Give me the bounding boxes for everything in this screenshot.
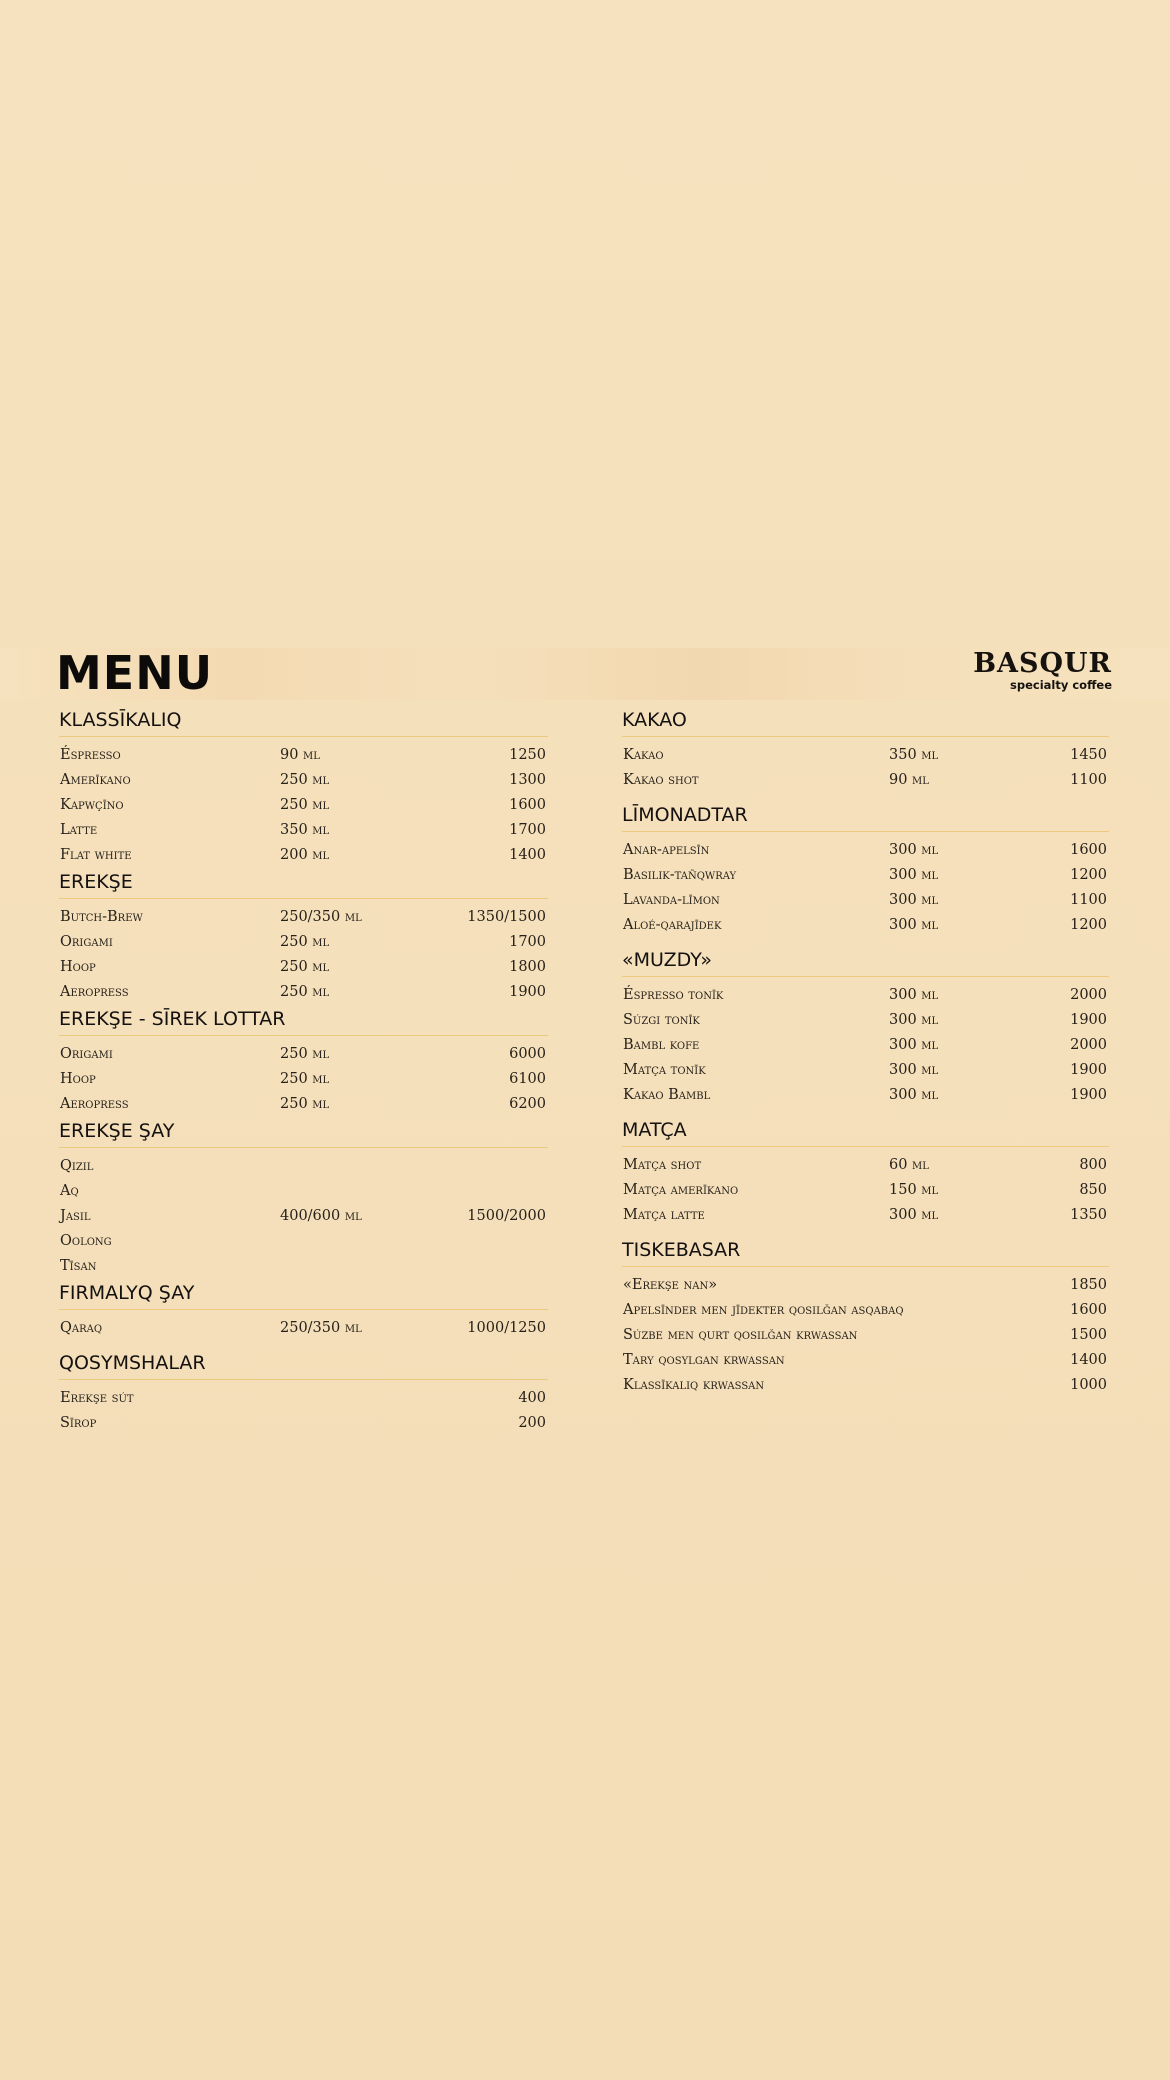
item-price: 1900 (509, 984, 546, 1000)
item-name: Matça amerīkano (623, 1182, 739, 1198)
item-volume: 60 ml (889, 1157, 929, 1173)
menu-item (622, 1298, 1109, 1323)
item-price: 6100 (509, 1071, 546, 1087)
item-volume: 300 ml (889, 842, 939, 858)
section-tiskebasar (622, 1236, 1109, 1398)
section-erekshe (59, 868, 548, 1005)
item-price: 1300 (509, 772, 546, 788)
page-title: MENU (56, 646, 214, 700)
item-price: 2000 (1070, 1037, 1107, 1053)
menu-item (59, 1154, 548, 1179)
item-name: Aq (60, 1183, 79, 1199)
item-volume: 150 ml (889, 1182, 939, 1198)
item-price: 1700 (509, 822, 546, 838)
menu-item (622, 768, 1109, 793)
menu-item (59, 1386, 548, 1411)
item-name: Hoop (60, 1071, 96, 1087)
menu-item (59, 743, 548, 768)
item-volume: 250/350 ml (280, 909, 362, 925)
section-title: LĪMONADTAR (622, 801, 1109, 832)
item-name: Anar-apelsīn (623, 842, 710, 858)
item-volume: 250 ml (280, 772, 330, 788)
menu-item (622, 1203, 1109, 1228)
menu-item (59, 1204, 548, 1229)
section-title: EREKŞE (59, 868, 548, 899)
item-volume: 250 ml (280, 984, 330, 1000)
section-title: KAKAO (622, 706, 1109, 737)
item-name: Oolong (60, 1233, 112, 1249)
section-kakao (622, 706, 1109, 793)
item-volume: 250 ml (280, 1046, 330, 1062)
item-volume: 250 ml (280, 797, 330, 813)
item-name: Flat white (60, 847, 132, 863)
item-price: 1350 (1070, 1207, 1107, 1223)
item-name: Éspresso tonīk (623, 987, 724, 1003)
menu-item (59, 768, 548, 793)
menu-item (622, 1083, 1109, 1108)
menu-item (59, 1316, 548, 1341)
section-erekshe-shay (59, 1117, 548, 1279)
menu-item (622, 1178, 1109, 1203)
item-name: Origami (60, 1046, 113, 1062)
menu-item (622, 1058, 1109, 1083)
item-name: Basilik-tañqwray (623, 867, 737, 883)
item-volume: 300 ml (889, 1062, 939, 1078)
item-name: Aloé-qarajīdek (623, 917, 722, 933)
item-volume: 400/600 ml (280, 1208, 362, 1224)
item-price: 1200 (1070, 917, 1107, 933)
section-title: MATÇA (622, 1116, 1109, 1147)
menu-item (59, 1229, 548, 1254)
menu-item (622, 743, 1109, 768)
item-volume: 350 ml (280, 822, 330, 838)
item-name: Butch-Brew (60, 909, 143, 925)
menu-item (59, 793, 548, 818)
item-volume: 90 ml (280, 747, 320, 763)
menu-item (59, 1092, 548, 1117)
item-name: Kakao (623, 747, 664, 763)
menu-item (622, 1373, 1109, 1398)
item-name: Aeropress (60, 984, 129, 1000)
item-volume: 250 ml (280, 959, 330, 975)
menu-item (59, 905, 548, 930)
item-name: Súzbe men qurt qosılǧan krwassan (623, 1327, 858, 1343)
menu-item (622, 1348, 1109, 1373)
item-name: Latte (60, 822, 98, 838)
menu-item (622, 1153, 1109, 1178)
item-volume: 250/350 ml (280, 1320, 362, 1336)
item-name: Matça tonīk (623, 1062, 706, 1078)
section-title: FIRMALYQ ŞAY (59, 1279, 548, 1310)
menu-right-column (622, 706, 1109, 1398)
menu-item (59, 1179, 548, 1204)
item-name: «Erekşe nan» (623, 1277, 718, 1293)
section-title: EREKŞE - SĪREK LOTTAR (59, 1005, 548, 1036)
menu-left-column (59, 706, 548, 1436)
item-price: 1700 (509, 934, 546, 950)
item-name: Qızıl (60, 1158, 94, 1174)
item-name: Jasıl (60, 1208, 91, 1224)
item-price: 800 (1079, 1157, 1107, 1173)
item-price: 1600 (1070, 1302, 1107, 1318)
section-qosymshalar (59, 1349, 548, 1436)
item-volume: 200 ml (280, 847, 330, 863)
item-name: Apelsīnder men jīdekter qosılǧan asqabaq (623, 1302, 904, 1318)
item-name: Erekşe sút (60, 1390, 134, 1406)
menu-item (622, 1323, 1109, 1348)
menu-item (622, 1273, 1109, 1298)
item-name: Sīrop (60, 1415, 97, 1431)
item-volume: 300 ml (889, 987, 939, 1003)
section-erekshe-sirek-lottar (59, 1005, 548, 1117)
item-name: Súzgi tonīk (623, 1012, 700, 1028)
item-name: Qaraq (60, 1320, 103, 1336)
item-price: 1400 (509, 847, 546, 863)
item-price: 200 (518, 1415, 546, 1431)
menu-item (622, 1008, 1109, 1033)
item-volume: 300 ml (889, 1037, 939, 1053)
item-volume: 300 ml (889, 917, 939, 933)
item-name: Lavanda-līmon (623, 892, 720, 908)
item-price: 1800 (509, 959, 546, 975)
item-name: Kakao Bambl (623, 1087, 711, 1103)
menu-item (59, 955, 548, 980)
section-title: EREKŞE ŞAY (59, 1117, 548, 1148)
section-limonadtar (622, 801, 1109, 938)
item-price: 1100 (1070, 772, 1107, 788)
menu-item (622, 888, 1109, 913)
item-name: Kakao shot (623, 772, 699, 788)
item-price: 1450 (1070, 747, 1107, 763)
brand-logo (973, 650, 1112, 692)
menu-item (59, 1254, 548, 1279)
item-price: 1900 (1070, 1087, 1107, 1103)
menu-item (59, 843, 548, 868)
item-volume: 300 ml (889, 892, 939, 908)
item-price: 1500 (1070, 1327, 1107, 1343)
item-name: Aeropress (60, 1096, 129, 1112)
item-volume: 250 ml (280, 1096, 330, 1112)
item-name: Hoop (60, 959, 96, 975)
menu-item (59, 930, 548, 955)
menu-item (59, 818, 548, 843)
menu-item (622, 983, 1109, 1008)
item-price: 1600 (509, 797, 546, 813)
menu-item (59, 1042, 548, 1067)
item-volume: 300 ml (889, 1087, 939, 1103)
item-price: 1100 (1070, 892, 1107, 908)
item-price: 1900 (1070, 1062, 1107, 1078)
item-name: Klassīkaliq krwassan (623, 1377, 765, 1393)
item-volume: 250 ml (280, 1071, 330, 1087)
item-volume: 90 ml (889, 772, 929, 788)
item-name: Matça shot (623, 1157, 702, 1173)
item-price: 1900 (1070, 1012, 1107, 1028)
item-name: Bambl kofe (623, 1037, 700, 1053)
item-name: Amerīkano (60, 772, 131, 788)
item-volume: 300 ml (889, 1207, 939, 1223)
item-price: 2000 (1070, 987, 1107, 1003)
section-klassikaliq (59, 706, 548, 868)
item-price: 6000 (509, 1046, 546, 1062)
item-price: 1400 (1070, 1352, 1107, 1368)
logo-tagline: specialty coffee (1010, 678, 1112, 692)
section-title: KLASSĪKALIQ (59, 706, 548, 737)
logo-wordmark: BASQUR (973, 648, 1112, 679)
item-name: Matça latte (623, 1207, 705, 1223)
section-firmalyq-shay (59, 1279, 548, 1341)
menu-item (59, 1411, 548, 1436)
item-name: Tīsan (60, 1258, 97, 1274)
item-name: Origami (60, 934, 113, 950)
item-price: 1000 (1070, 1377, 1107, 1393)
menu-item (59, 980, 548, 1005)
item-name: Kapwçīno (60, 797, 124, 813)
item-price: 1350/1500 (467, 909, 546, 925)
item-price: 1000/1250 (467, 1320, 546, 1336)
menu-item (59, 1067, 548, 1092)
menu-item (622, 838, 1109, 863)
item-price: 1850 (1070, 1277, 1107, 1293)
item-price: 1600 (1070, 842, 1107, 858)
section-muzdy (622, 946, 1109, 1108)
section-title: QOSYMSHALAR (59, 1349, 548, 1380)
item-price: 1500/2000 (467, 1208, 546, 1224)
menu-item (622, 913, 1109, 938)
section-matcha (622, 1116, 1109, 1228)
item-price: 850 (1079, 1182, 1107, 1198)
item-price: 6200 (509, 1096, 546, 1112)
item-price: 1250 (509, 747, 546, 763)
section-title: «MUZDY» (622, 946, 1109, 977)
item-volume: 300 ml (889, 1012, 939, 1028)
item-name: Tary qosylgan krwassan (623, 1352, 785, 1368)
item-volume: 350 ml (889, 747, 939, 763)
item-name: Éspresso (60, 747, 121, 763)
section-title: TISKEBASAR (622, 1236, 1109, 1267)
item-volume: 300 ml (889, 867, 939, 883)
item-price: 400 (518, 1390, 546, 1406)
menu-item (622, 1033, 1109, 1058)
item-price: 1200 (1070, 867, 1107, 883)
menu-item (622, 863, 1109, 888)
item-volume: 250 ml (280, 934, 330, 950)
